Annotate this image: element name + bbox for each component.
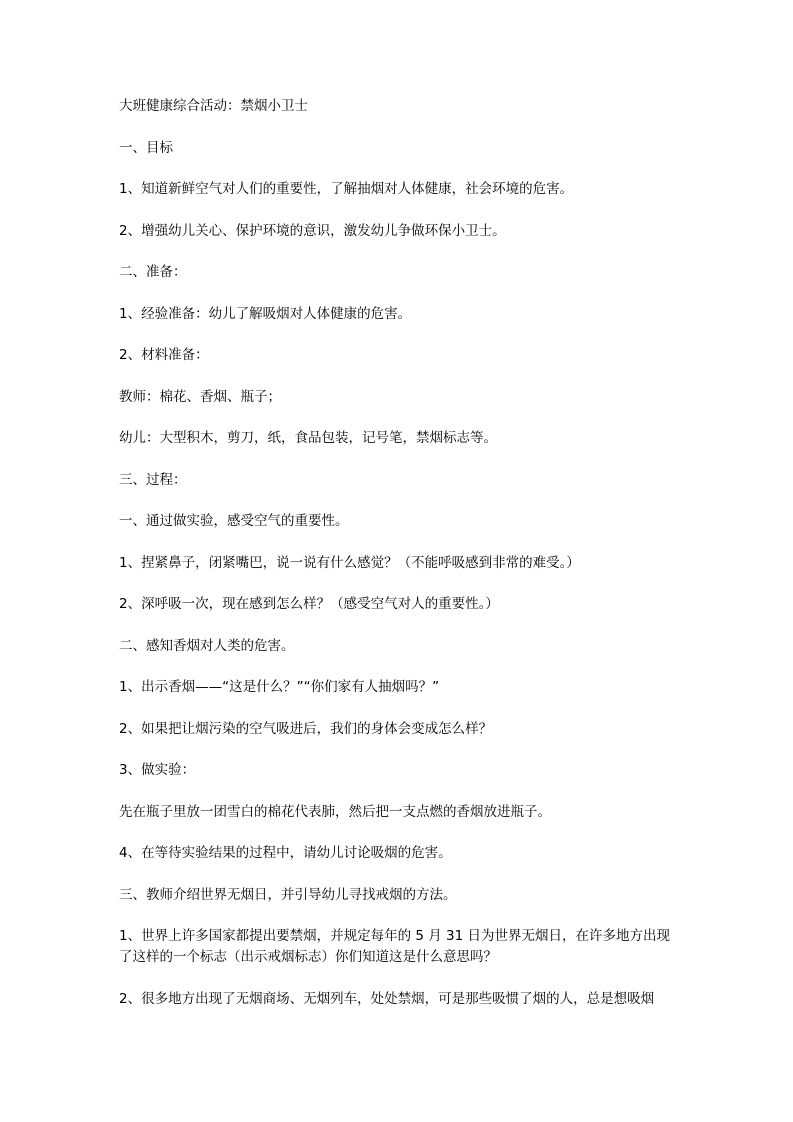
preparation-item-1: 1、经验准备：幼儿了解吸烟对人体健康的危害。 (119, 305, 412, 322)
document-title: 大班健康综合活动：禁烟小卫士 (119, 98, 308, 114)
process-step-2-item-1: 1、出示香烟——“这是什么？”“你们家有人抽烟吗？” (119, 679, 440, 695)
goal-item-1: 1、知道新鲜空气对人们的重要性，了解抽烟对人体健康，社会环境的危害。 (119, 181, 574, 197)
process-step-3-item-2: 2、很多地方出现了无烟商场、无烟列车，处处禁烟，可是那些吸惯了烟的人，总是想吸烟 (119, 990, 655, 1007)
process-step-2-item-3: 3、做实验： (119, 762, 196, 778)
document-body (119, 96, 679, 1030)
process-step-1-item-2: 2、深呼吸一次，现在感到怎么样？（感受空气对人的重要性。） (119, 596, 499, 612)
process-step-2-heading: 二、感知香烟对人类的危害。 (119, 637, 295, 654)
process-step-2-item-2: 2、如果把让烟污染的空气吸进后，我们的身体会变成怎么样？ (119, 720, 493, 737)
child-materials: 幼儿：大型积木，剪刀，纸，食品包装，记号笔，禁烟标志等。 (119, 430, 497, 446)
process-step-3-heading: 三、教师介绍世界无烟日，并引导幼儿寻找戒烟的方法。 (119, 886, 457, 903)
process-step-3-item-1: 1、世界上许多国家都提出要禁烟，并规定每年的 5 月 31 日为世界无烟日，在许多地方出现了这样的一个标志（出示戒烟标志）你们知道这是什么意思吗？ (119, 928, 671, 965)
section-heading-preparation: 二、准备： (119, 264, 187, 280)
section-heading-goals: 一、目标 (119, 139, 173, 156)
process-step-1-item-1: 1、捏紧鼻子，闭紧嘴巴，说一说有什么感觉？（不能呼吸感到非常的难受。） (119, 554, 580, 571)
process-step-1-heading: 一、通过做实验，感受空气的重要性。 (119, 513, 349, 529)
goal-item-2: 2、增强幼儿关心、保护环境的意识，激发幼儿争做环保小卫士。 (119, 222, 506, 239)
section-heading-process: 三、过程： (119, 471, 187, 488)
preparation-item-2: 2、材料准备： (119, 347, 209, 363)
process-step-2-item-4: 4、在等待实验结果的过程中，请幼儿讨论吸烟的危害。 (119, 845, 452, 861)
experiment-description: 先在瓶子里放一团雪白的棉花代表肺，然后把一支点燃的香烟放进瓶子。 (119, 803, 551, 820)
teacher-materials: 教师：棉花、香烟、瓶子； (119, 388, 281, 405)
